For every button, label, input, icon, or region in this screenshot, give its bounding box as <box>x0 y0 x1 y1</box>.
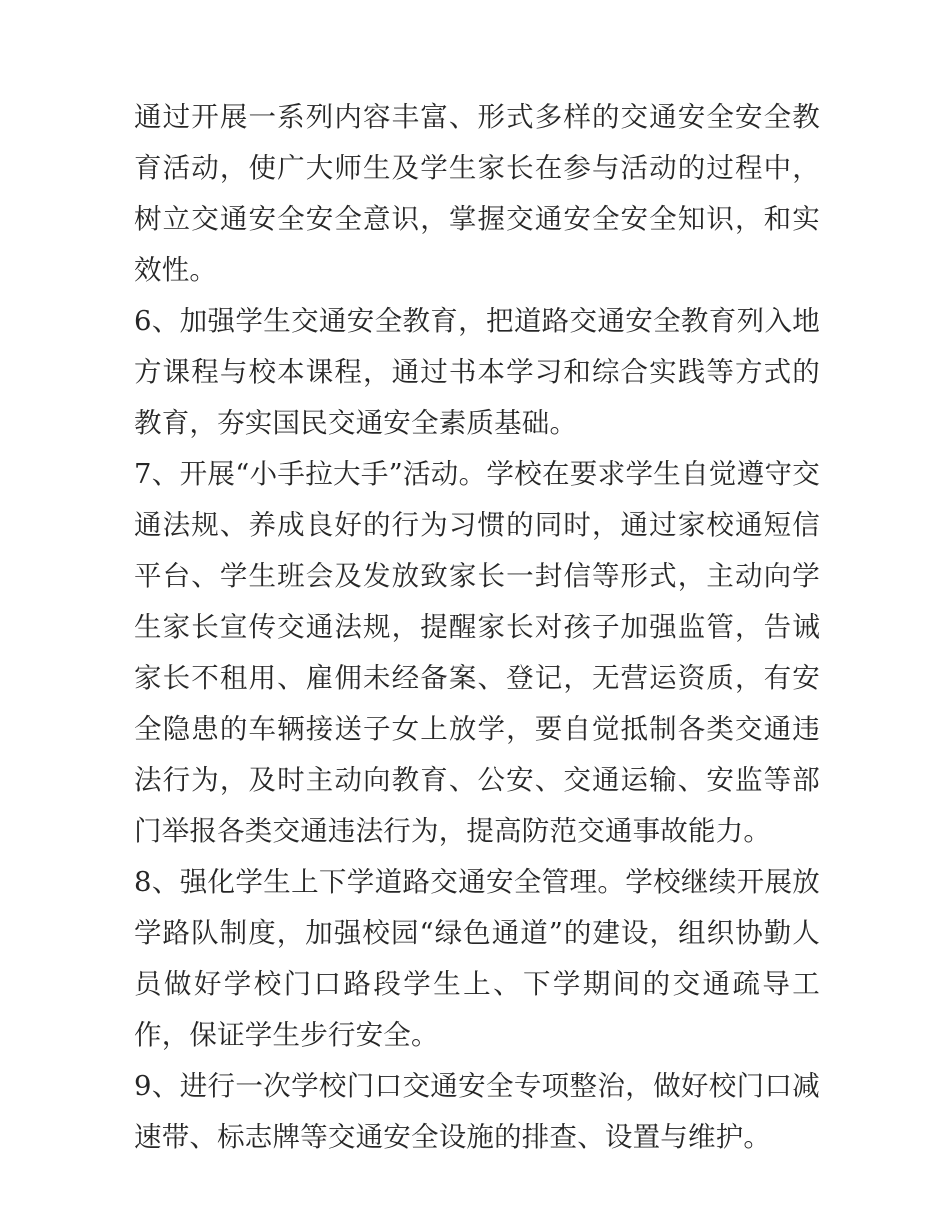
document-text-body <box>134 92 820 1163</box>
paragraph-item-6: 6、加强学生交通安全教育，把道路交通安全教育列入地方课程与校本课程，通过书本学习和综合实践等方式的教育，夯实国民交通安全素质基础。 <box>134 305 820 439</box>
paragraph-item-7: 7、开展“小手拉大手”活动。学校在要求学生自觉遵守交通法规、养成良好的行为习惯的同时，通过家校通短信平台、学生班会及发放致家长一封信等形式，主动向学生家长宣传交通法规，提醒家长对孩子加强监管，告诫家长不租用、雇佣未经备案、登记，无营运资质，有安全隐患的车辆接送子女上放学，要自觉抵制各类交通违法行为，及时主动向教育、公安、交通运输、安监等部门举报各类交通违法行为，提高防范交通事故能力。 <box>134 458 820 847</box>
paragraph-item-8: 8、强化学生上下学道路交通安全管理。学校继续开展放学路队制度，加强校园“绿色通道”的建设，组织协勤人员做好学校门口路段学生上、下学期间的交通疏导工作，保证学生步行安全。 <box>134 866 820 1051</box>
paragraph-continuation: 通过开展一系列内容丰富、形式多样的交通安全安全教育活动，使广大师生及学生家长在参与活动的过程中，树立交通安全安全意识，掌握交通安全安全知识，和实效性。 <box>134 101 820 286</box>
paragraph-item-9: 9、进行一次学校门口交通安全专项整治，做好校门口减速带、标志牌等交通安全设施的排查、设置与维护。 <box>134 1070 820 1153</box>
